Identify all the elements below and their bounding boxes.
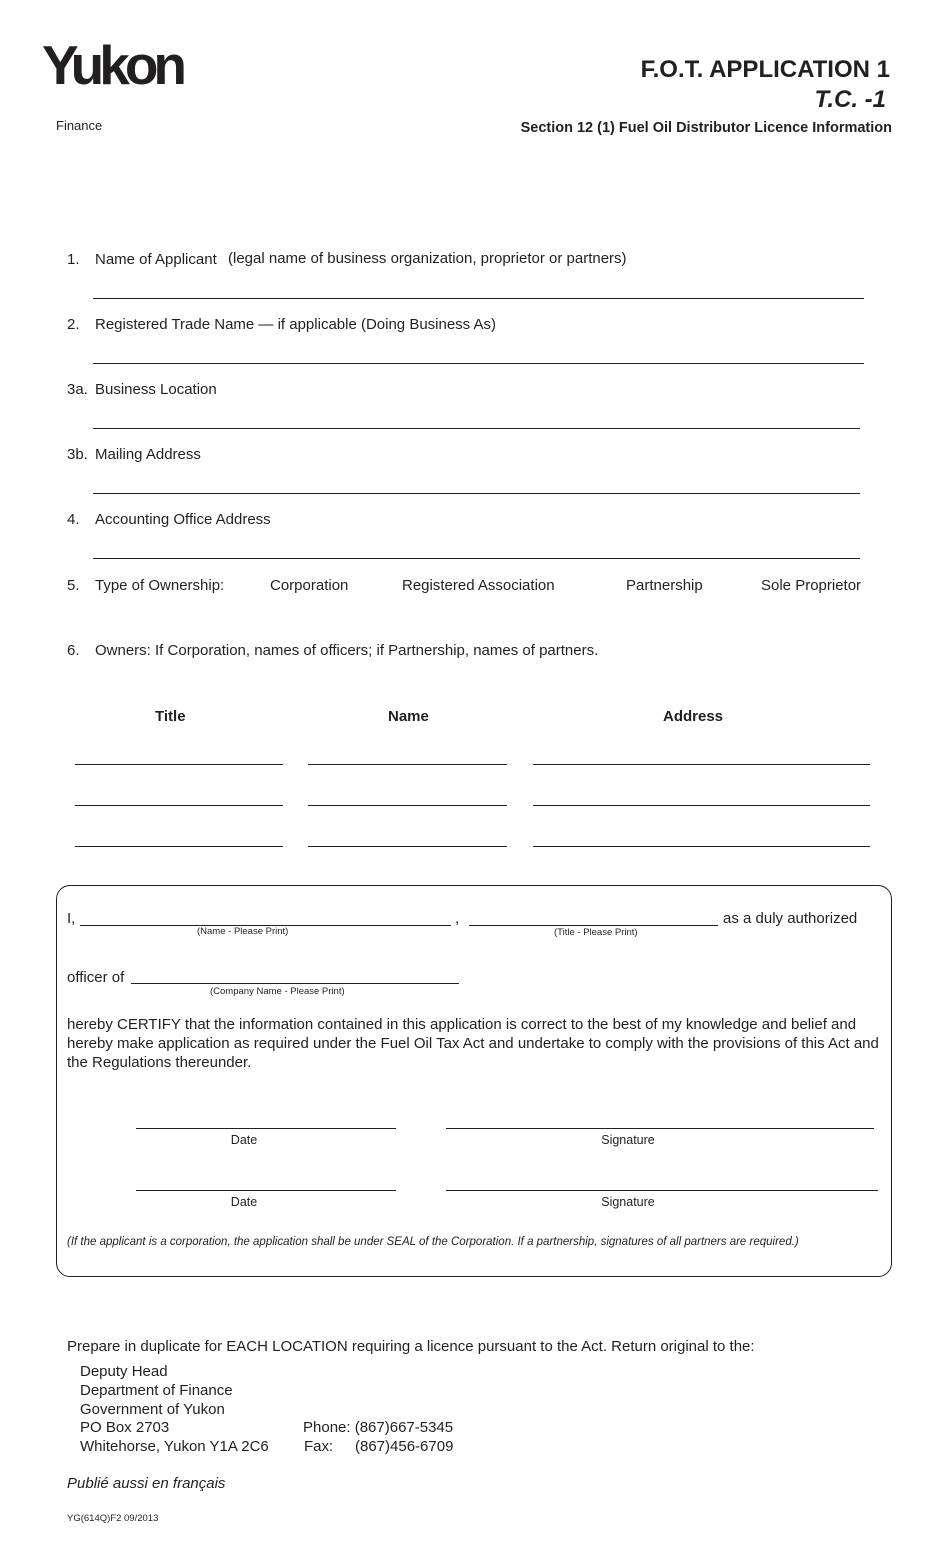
q6-label: Owners: If Corporation, names of officers; if Partnership, names of partners.	[95, 642, 599, 659]
q3a-number: 3a.	[67, 381, 88, 398]
date-label-1: Date	[230, 1133, 258, 1147]
column-header-name: Name	[388, 708, 429, 725]
signature-field-1[interactable]	[446, 1128, 874, 1129]
form-number: YG(614Q)F2 09/2013	[67, 1513, 159, 1524]
address-line: Department of Finance	[80, 1382, 233, 1399]
certify-statement: hereby CERTIFY that the information contained in this application is correct to the best of my knowledge and belief and hereby make application as required under the Fuel Oil Tax Act and undertake to comply with the provisions of this Act and the Regulations thereunder.	[67, 1016, 879, 1071]
owner-name-field[interactable]	[308, 846, 507, 847]
owner-name-field[interactable]	[308, 764, 507, 765]
fax-number: (867)456-6709	[355, 1438, 454, 1455]
name-caption: (Name - Please Print)	[197, 926, 289, 937]
ownership-option-registered-association[interactable]: Registered Association	[402, 577, 555, 594]
date-label-2: Date	[230, 1195, 258, 1209]
q1-note: (legal name of business organization, proprietor or partners)	[228, 250, 627, 267]
owner-name-field[interactable]	[308, 805, 507, 806]
french-note: Publié aussi en français	[67, 1475, 226, 1492]
company-caption: (Company Name - Please Print)	[210, 986, 345, 997]
owner-title-field[interactable]	[75, 805, 283, 806]
phone-number: Phone: (867)667-5345	[303, 1419, 454, 1436]
q3b-label: Mailing Address	[95, 446, 201, 463]
ownership-option-sole-proprietor[interactable]: Sole Proprietor	[761, 577, 862, 594]
company-name-field[interactable]	[131, 983, 459, 984]
return-instructions: Prepare in duplicate for EACH LOCATION requiring a licence pursuant to the Act. Return original to the:	[67, 1338, 755, 1355]
title-caption: (Title - Please Print)	[554, 927, 638, 938]
owner-address-field[interactable]	[533, 764, 870, 765]
ownership-option-corporation[interactable]: Corporation	[270, 577, 349, 594]
department-label: Finance	[56, 118, 103, 133]
q5-label: Type of Ownership:	[95, 577, 225, 594]
cert-i-prefix: I,	[67, 910, 76, 927]
owner-title-field[interactable]	[75, 846, 283, 847]
q4-number: 4.	[67, 511, 80, 528]
owner-title-field[interactable]	[75, 764, 283, 765]
address-line: Whitehorse, Yukon Y1A 2C6	[80, 1438, 269, 1455]
q1-label: Name of Applicant	[95, 251, 217, 268]
q5-number: 5.	[67, 577, 80, 594]
business-location-field[interactable]	[93, 428, 860, 429]
signature-label-1: Signature	[601, 1133, 655, 1147]
section-title: Section 12 (1) Fuel Oil Distributor Licence Information	[520, 120, 892, 136]
q4-label: Accounting Office Address	[95, 511, 271, 528]
cert-officer-of: officer of	[67, 969, 125, 986]
q6-number: 6.	[67, 642, 80, 659]
signature-label-2: Signature	[601, 1195, 655, 1209]
q2-label: Registered Trade Name — if applicable (Doing Business As)	[95, 316, 497, 333]
q3a-label: Business Location	[95, 381, 217, 398]
ownership-option-partnership[interactable]: Partnership	[626, 577, 703, 594]
date-field-2[interactable]	[136, 1190, 396, 1191]
address-line: Deputy Head	[80, 1363, 168, 1380]
address-line: Government of Yukon	[80, 1401, 225, 1418]
column-header-address: Address	[663, 708, 724, 725]
certification-box	[56, 885, 892, 1277]
fax-label: Fax:	[304, 1438, 334, 1455]
mailing-address-field[interactable]	[93, 493, 860, 494]
yukon-logo: Yukon	[42, 34, 183, 96]
certifier-title-field[interactable]	[469, 925, 718, 926]
address-line: PO Box 2703	[80, 1419, 170, 1436]
applicant-name-field[interactable]	[93, 298, 864, 299]
signature-field-2[interactable]	[446, 1190, 878, 1191]
trade-name-field[interactable]	[93, 363, 864, 364]
cert-comma: ,	[455, 910, 460, 927]
q3b-number: 3b.	[67, 446, 88, 463]
q1-number: 1.	[67, 251, 80, 268]
owner-address-field[interactable]	[533, 846, 870, 847]
date-field-1[interactable]	[136, 1128, 396, 1129]
cert-duly-authorized: as a duly authorized	[723, 910, 858, 927]
owner-address-field[interactable]	[533, 805, 870, 806]
column-header-title: Title	[155, 708, 186, 725]
q2-number: 2.	[67, 316, 80, 333]
form-code: T.C. -1	[814, 86, 886, 113]
form-title: F.O.T. APPLICATION 1	[640, 56, 890, 83]
accounting-office-field[interactable]	[93, 558, 860, 559]
seal-note: (If the applicant is a corporation, the application shall be under SEAL of the Corporation. If a partnership, signatures of all partners are required.)	[67, 1236, 799, 1248]
